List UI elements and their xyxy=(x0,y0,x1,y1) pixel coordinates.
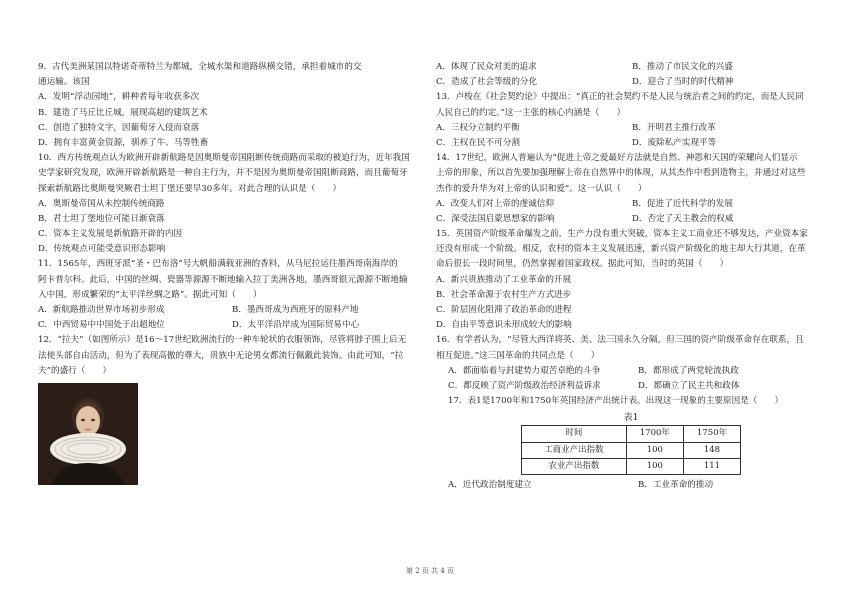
question-17-options-row xyxy=(436,478,828,493)
question-14-option-b: B．促进了近代科学的发展 xyxy=(632,198,733,209)
question-10-option-a: A．奥斯曼帝国从未控制传统商路 xyxy=(38,198,165,209)
question-10-option-d: D．传统观点可能受意识形态影响 xyxy=(38,244,166,255)
question-15-stem-line: 命后很长一段时间里，仍然掌握着国家政权。据此可知，当时的英国（ ） xyxy=(436,259,729,270)
question-15-option-b: B．社会革命源于农村生产方式进步 xyxy=(436,289,572,300)
question-14-stem-line: 上帝的形象，所以首先要加强理解上帝在自然界中的体现，从其杰作中看到造物主，并通过对这些 xyxy=(436,168,806,179)
question-14-stem-line: 杰作的爱升华为对上帝的认识和爱”。这一认识（ ） xyxy=(436,183,647,194)
question-10-stem-line: 探索新航路比奥斯曼突厥君士坦丁堡还要早30多年。对此合理的认识是（ ） xyxy=(38,183,342,194)
question-12-options-row xyxy=(436,75,828,90)
question-12-options-row xyxy=(436,60,828,75)
table-cell: 100 xyxy=(626,458,683,474)
question-15-stem-line: 15．英国资产阶级革命爆发之前，生产力没有重大突破，资本主义工商业还不够发达，产业资本家 xyxy=(436,229,808,240)
ruff-portrait-image xyxy=(38,383,138,485)
question-10-option-b: B．君士坦丁堡地位可能日渐衰落 xyxy=(38,213,165,224)
question-11-stem-line: 阿卡普尔科。此后，中国的丝绸、瓷器等源源不断地输入拉丁美洲各地，墨西哥银元源源不断地输 xyxy=(38,274,408,285)
table-cell: 工商业产出指数 xyxy=(522,442,627,458)
question-13-options-row xyxy=(436,136,828,151)
question-16-options-row xyxy=(436,364,828,379)
question-9 xyxy=(38,60,426,151)
question-9-option-b: B．建造了马丘比丘城，展现高超的建筑艺术 xyxy=(38,107,208,118)
question-14-option-a: A．改变人们对上帝的虔诚信仰 xyxy=(436,198,554,209)
output-index-table xyxy=(521,425,741,475)
question-9-stem-line: 9．古代美洲某国以特诺奇蒂特兰为都城，全城水渠和道路纵横交错，承担着城市的交 xyxy=(38,62,362,72)
question-14-option-c: C．深受法国启蒙思想家的影响 xyxy=(436,213,555,224)
question-14 xyxy=(436,151,828,227)
question-11-option-a: A．新航路推动世界市场初步形成 xyxy=(38,305,165,315)
question-11-option-d: D．太平洋沿岸成为国际贸易中心 xyxy=(232,320,360,331)
question-17-option-b: B．工业革命的推动 xyxy=(638,479,714,490)
question-11-stem-line: 11．1565年，西班牙派“圣・巴布洛”号大帆船满载亚洲的香料，从马尼拉运往墨西哥南海岸的 xyxy=(38,259,398,270)
question-14-option-d: D．否定了天主教会的权威 xyxy=(632,213,734,224)
table-cell: 100 xyxy=(626,442,683,458)
question-11-option-c: C．中西贸易中中国处于出超地位 xyxy=(38,320,165,331)
question-16-option-c: C．都反映了资产阶级政治经济利益诉求 xyxy=(448,380,601,391)
table-row xyxy=(522,458,741,474)
question-12-stem-line: 12．“拉夫”（如图所示）是16～17世纪欧洲流行的一种车轮状的衣服领饰，尽管将脖子围上后无 xyxy=(38,335,407,346)
table-caption: 表1 xyxy=(623,413,639,424)
question-11 xyxy=(38,257,426,333)
question-14-options-row xyxy=(436,197,828,212)
question-13-option-c: C．主权在民不可分割 xyxy=(436,137,520,148)
question-12-stem-line: 夫”的盛行（ ） xyxy=(38,365,112,376)
question-16-option-a: A．都面临着与封建势力艰苦卓绝的斗争 xyxy=(448,365,601,376)
question-17-option-a: A．近代政治制度建立 xyxy=(448,479,532,490)
question-12-option-d: D．迎合了当时的时代精神 xyxy=(632,77,734,88)
question-15 xyxy=(436,227,828,333)
table-header-row xyxy=(522,426,741,442)
ruff-portrait-drawing xyxy=(38,383,138,485)
question-16-options-row xyxy=(436,379,828,394)
question-15-option-c: C．阶层固化阻滞了政治革命的进程 xyxy=(436,305,572,315)
question-14-stem-line: 14．17世纪，欧洲人普遍认为“促进上帝之爱最好方法就是自然、神恩和天国的荣耀向人们显示 xyxy=(436,153,798,164)
question-16 xyxy=(436,333,828,394)
question-9-stem-line: 通运输。该国 xyxy=(38,77,90,88)
table-1 xyxy=(521,411,741,475)
question-11-options-row xyxy=(38,318,426,333)
question-13-stem-line: 人民自己的约定。”这一主张的核心内涵是（ ） xyxy=(436,107,626,118)
question-11-option-b: B．墨西哥成为西班牙的原料产地 xyxy=(232,305,359,315)
question-12 xyxy=(38,333,426,485)
question-13-options-row xyxy=(436,121,828,136)
table-cell: 148 xyxy=(683,442,740,458)
question-13-option-a: A．三权分立制约平衡 xyxy=(436,122,520,133)
question-15-stem-line: 还没有形成一个阶级。相反，农村的资本主义发展迅速，新兴资产阶级化的地主却大行其道，在革 xyxy=(436,244,806,255)
question-16-option-d: D．都确立了民主共和政体 xyxy=(638,380,740,391)
question-17-stem: 17．表1是1700年和1750年英国经济产出统计表。出现这一现象的主要原因是（ ） xyxy=(448,396,784,407)
question-15-option-d: D．自由平等意识未形成较大的影响 xyxy=(436,320,572,331)
question-10-stem-line: 史学家研究发现，欧洲开辟新航路是一种自主行为，并不是因为奥斯曼帝国阻断商路，而且葡萄牙 xyxy=(38,168,408,179)
left-column xyxy=(38,60,426,485)
question-11-options-row xyxy=(38,303,426,318)
question-14-options-row xyxy=(436,212,828,227)
table-cell: 农业产出指数 xyxy=(522,458,627,474)
question-16-stem-line: 相互促进。”这三国革命的共同点是（ ） xyxy=(436,350,600,361)
question-16-option-b: B．都形成了两党轮流执政 xyxy=(638,365,739,376)
question-12-stem-line: 法使头部自由活动，但为了表现高傲的尊大，贵族中无论男女都流行佩戴此装饰。由此可知，“拉 xyxy=(38,350,404,361)
question-12-option-a: A．体现了民众对美的追求 xyxy=(436,62,537,72)
question-10 xyxy=(38,151,426,257)
table-header-cell: 时间 xyxy=(522,426,627,442)
question-12-option-c: C．造成了社会等级的分化 xyxy=(436,77,538,88)
question-11-stem-line: 入中国，形成繁荣的“太平洋丝绸之路”。据此可知（ ） xyxy=(38,289,262,300)
question-10-option-c: C．资本主义发展是新航路开辟的内因 xyxy=(38,229,183,240)
table-row xyxy=(522,442,741,458)
question-13-option-b: B．开明君主推行改革 xyxy=(632,122,716,133)
question-16-stem-line: 16．有学者认为，“尽管大西洋将英、美、法三国永久分隔，但三国的资产阶级革命存在联系，且 xyxy=(436,335,804,346)
table-cell: 111 xyxy=(683,458,740,474)
question-12-option-b: B．推动了市民文化的兴盛 xyxy=(632,62,733,72)
question-15-option-a: A．新兴贵族推动了工业革命的开展 xyxy=(436,274,572,285)
table-header-cell: 1750年 xyxy=(683,426,740,442)
question-9-option-a: A．发明“浮动园地”，耕种者每年收获多次 xyxy=(38,92,200,103)
question-10-stem-line: 10．西方传统观点认为欧洲开辟新航路是因奥斯曼帝国阻断传统商路而采取的被迫行为，近年我国 xyxy=(38,153,410,164)
table-header-cell: 1700年 xyxy=(626,426,683,442)
page-footer: 第 2 页 共 4 页 xyxy=(405,567,455,575)
question-13-option-d: D．废除私产实现平等 xyxy=(632,137,717,148)
right-column xyxy=(436,60,828,493)
question-9-option-c: C．创造了独特文字，因葡萄牙入侵而衰落 xyxy=(38,122,200,133)
question-9-option-d: D．拥有丰富黄金资源，驯养了牛、马等牲畜 xyxy=(38,137,209,148)
question-17 xyxy=(436,394,828,493)
question-13 xyxy=(436,90,828,151)
question-13-stem-line: 13．卢梭在《社会契约论》中提出：“真正的社会契约不是人民与统治者之间的约定，而是人民同 xyxy=(436,92,804,103)
